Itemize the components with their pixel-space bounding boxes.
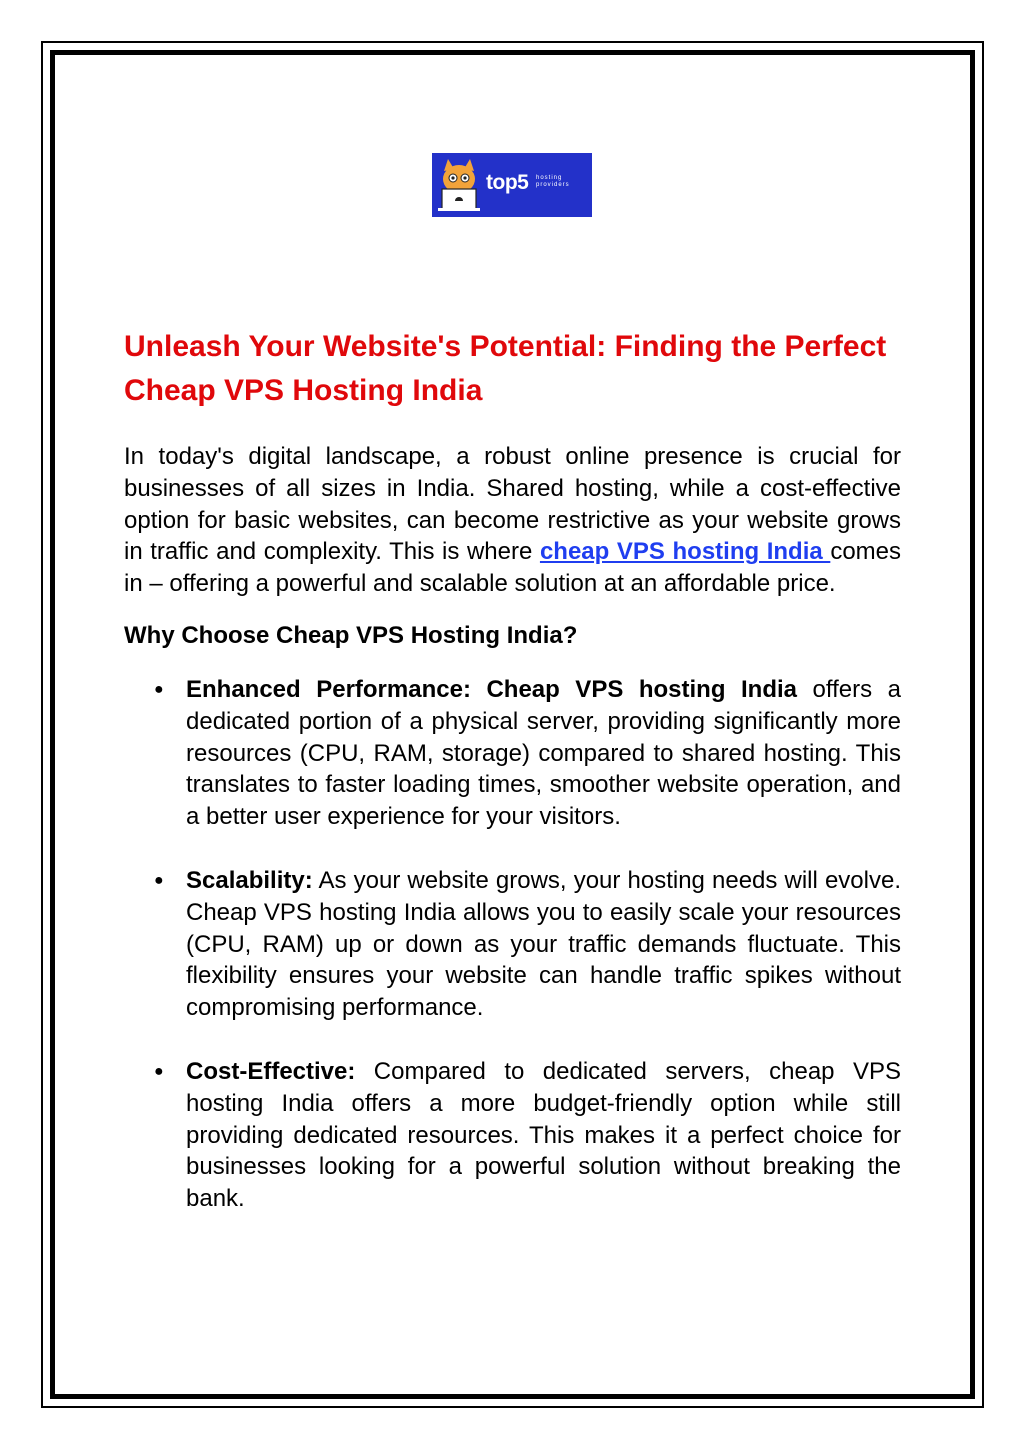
benefit-title: Cost-Effective: [186,1057,356,1085]
benefit-text: offers a dedicated portion of a physical server, providing significantly more resources (CPU, RAM, storage) compared to shared hosting. This translates to faster loading times, smoother website operation, and a better user experience for your visitors. [186,675,902,831]
benefit-text: As your website grows, your hosting needs will evolve. Cheap VPS hosting India allows you to easily scale your resources (CPU, RAM) up or down as your traffic demands fluctuate. This flexibility ensures your website can handle traffic spikes without compromising performance. [186,866,901,1022]
article [124,325,901,1247]
benefit-cost-effective [124,1056,901,1215]
benefit-performance [124,674,901,833]
logo-tagline: hosting providers [536,175,570,188]
bullet-icon: ● [154,871,164,889]
article-title: Unleash Your Website's Potential: Finding the Perfect Cheap VPS Hosting India [124,330,887,407]
logo-brand-text: top5 [486,171,529,194]
benefit-scalability [124,865,901,1024]
bullet-icon: ● [154,680,164,698]
intro-paragraph [124,441,901,600]
benefit-title: Enhanced Performance: Cheap VPS hosting India [186,675,798,703]
benefit-title: Scalability: [186,866,313,894]
why-choose-heading: Why Choose Cheap VPS Hosting India? [124,621,578,649]
benefit-text: Compared to dedicated servers, cheap VPS hosting India offers a more budget-friendly option while still providing dedicated resources. This makes it a perfect choice for businesses looking for a powerful solution without breaking the bank. [186,1057,901,1213]
cheap-vps-hosting-india-link[interactable]: cheap VPS hosting India [539,538,831,566]
bullet-icon: ● [154,1062,164,1080]
cat-laptop-icon [438,157,480,213]
benefits-list [124,674,901,1215]
intro-text-after-link: comes in – offering a powerful and scalable solution at an affordable price. [124,538,902,598]
intro-text-before-link: In today's digital landscape, a robust online presence is crucial for businesses of all sizes in India. Shared hosting, while a cost-effective option for basic websites, can become restrictive as your website grows in traffic and complexity. This is where [124,443,901,566]
top5-logo [432,153,592,217]
